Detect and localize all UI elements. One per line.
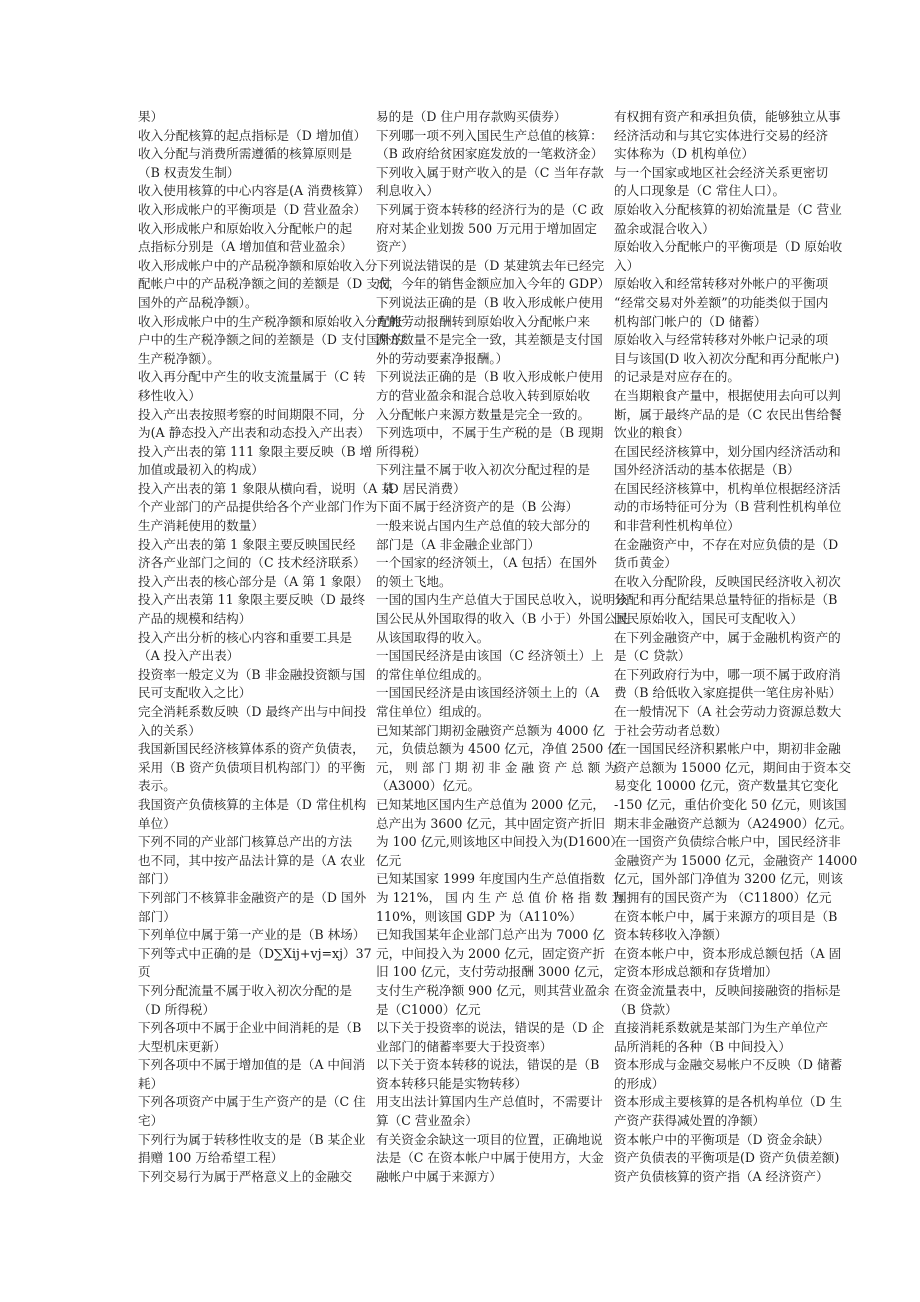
- text-line: 国拥有的国民资产为 （C11800）亿元: [614, 889, 832, 905]
- text-line: 一国国民经济是由该国经济领土上的（A: [376, 685, 600, 701]
- text-line: 资产总额为 15000 亿元，期间由于资本交: [614, 759, 851, 775]
- text-line: 下列注量不属于收入初次分配过程的是: [376, 462, 591, 478]
- text-line: 下列说法正确的是（B 收入形成帐户使用: [376, 369, 604, 385]
- text-line: 部门）: [138, 871, 176, 887]
- text-line: 是（C 贷款）: [614, 648, 691, 664]
- text-line: 资本帐户中的平衡项是（D 资金余缺）: [614, 1131, 830, 1147]
- text-line: 产资产获得减处置的净额）: [614, 1113, 766, 1129]
- text-column-middle: [376, 108, 629, 1186]
- text-line: 下面不属于经济资产的是（B 公海）: [376, 499, 579, 515]
- text-line: 盈余或混合收入）: [614, 220, 715, 236]
- text-line: 的形成）: [614, 1075, 665, 1091]
- text-line: （A 投入产出表）: [138, 648, 240, 664]
- text-line: 投入产出表的第 1 象限从横向看，说明（A 某: [138, 480, 394, 496]
- text-line: 下列交易行为属于严格意义上的金融交: [138, 1168, 353, 1184]
- text-line: 下列各项中不属于增加值的是（A 中间消: [138, 1057, 366, 1073]
- text-line: 货币黄金）: [614, 555, 677, 571]
- text-line: 一国的国内生产总值大于国民总收入，说明该: [376, 592, 628, 608]
- text-line: 收入形成帐户的平衡项是（D 营业盈余）: [138, 201, 367, 217]
- text-line: 部门是（A 非金融企业部门）: [376, 536, 541, 552]
- text-line: 在当期粮食产量中，根据使用去向可以判: [614, 387, 841, 403]
- text-line: 外的劳动要素净报酬。）: [376, 350, 509, 366]
- text-line: 表示。: [138, 778, 176, 794]
- text-line: 收入使用核算的中心内容是(A 消费核算）: [138, 183, 371, 199]
- text-line: 点指标分别是（A 增加值和营业盈余）: [138, 239, 353, 255]
- text-line: 为 100 亿元,则该地区中间投入为(D1600）: [376, 834, 623, 850]
- text-line: 户中的生产税净额之间的差额是（D 支付国外的: [138, 332, 404, 348]
- text-line: 为 121%， 国 内 生 产 总 值 价 格 指 数 为: [376, 889, 624, 905]
- text-line: 的记录是对应存在的。: [614, 369, 740, 385]
- text-line: 下列各项中不属于企业中间消耗的是（B: [138, 1020, 362, 1036]
- text-line: 下列选项中，不属于生产税的是（B 现期: [376, 425, 604, 441]
- text-line: -150 亿元，重估价变化 50 亿元，则该国: [614, 796, 847, 812]
- text-line: “经常交易对外差额”的功能类似于国内: [614, 294, 829, 310]
- text-line: 有权拥有资产和承担负债，能够独立从事: [614, 109, 841, 124]
- text-line: 110%，则该国 GDP 为（A110%）: [376, 908, 582, 924]
- text-line: 在资本帐户中，资本形成总额包括（A 固: [614, 945, 842, 961]
- text-line: 原始收入分配帐户的平衡项是（D 原始收: [614, 239, 843, 255]
- text-line: 动的市场特征可分为（B 营利性机构单位: [614, 499, 842, 515]
- text-line: 在资本帐户中，属于来源方的项目是（B: [614, 908, 838, 924]
- text-line: 资本转移收入净额）: [614, 927, 728, 943]
- text-line: 济各产业部门之间的（C 技术经济联系）: [138, 555, 366, 571]
- text-line: 源方数量不是完全一致，其差额是支付国: [376, 332, 603, 348]
- text-line: 是（C1000）亿元: [376, 1001, 481, 1017]
- text-line: 亿元，国外部门净值为 3200 亿元，则该: [614, 871, 843, 887]
- text-line: 定资本形成总额和存货增加）: [614, 964, 778, 980]
- text-line: 投入产出表第 11 象限主要反映（D 最终: [138, 592, 366, 608]
- text-line: 资产负债表的平衡项是(D 资产负债差额): [614, 1150, 840, 1166]
- text-line: 宅）: [138, 1113, 164, 1129]
- text-line: 金融资产为 15000 亿元，金融资产 14000: [614, 852, 858, 868]
- text-line: 下列说法错误的是（D 某建筑去年已经完: [376, 257, 605, 273]
- text-line: 下列属于资本转移的经济行为的是（C 政: [376, 201, 604, 217]
- text-line: 断，属于最终产品的是（C 农民出售给餐: [614, 406, 842, 422]
- text-line: 方的营业盈余和混合总收入转到原始收: [376, 387, 591, 403]
- text-line: 投资率一般定义为（B 非金融投资额与国: [138, 666, 366, 682]
- text-line: 易变化 10000 亿元，资产数量其它变化: [614, 778, 839, 794]
- text-line: （B 权责发生制）: [138, 164, 240, 180]
- text-line: （A3000）亿元。: [376, 778, 481, 794]
- text-line: 我国资产负债核算的主体是（D 常住机构: [138, 796, 367, 812]
- text-line: 下列部门不核算非金融资产的是（D 国外: [138, 889, 367, 905]
- text-line: 国外的产品税净额）。: [138, 294, 258, 310]
- text-line: 一般来说占国内生产总值的较大部分的: [376, 518, 591, 534]
- text-line: 元，负债总额为 4500 亿元，净值 2500 亿: [376, 741, 620, 757]
- text-line: 品所消耗的各种（B 中间投入）: [614, 1038, 791, 1054]
- text-line: 单位）: [138, 815, 176, 831]
- text-line: 配帐户中的产品税净额之间的差额是（D 支付: [138, 276, 392, 292]
- text-line: 大型机床更新）: [138, 1038, 227, 1054]
- text-line: 已知某部门期初金融资产总额为 4000 亿: [376, 722, 605, 738]
- text-line: 在资金流量表中，反映间接融资的指标是: [614, 982, 841, 998]
- text-line: 元，中间投入为 2000 亿元，固定资产折: [376, 945, 605, 961]
- text-line: 在下列金融资产中，属于金融机构资产的: [614, 629, 841, 645]
- text-line: 国公民从外国取得的收入（B 小于）外国公民: [376, 611, 629, 627]
- text-line: 分配和再分配结果总量特征的指标是（B: [614, 592, 838, 608]
- text-line: 实体称为（D 机构单位）: [614, 146, 755, 162]
- text-line: （D 所得税）: [138, 1001, 216, 1017]
- text-line: 从该国取得的收入。: [376, 629, 490, 645]
- text-line: 以下关于资本转移的说法，错误的是（B: [376, 1057, 600, 1073]
- text-line: 下列收入属于财产收入的是（C 当年存款: [376, 164, 604, 180]
- text-line: （D 居民消费）: [376, 480, 466, 496]
- text-line: 耗）: [138, 1075, 164, 1091]
- text-line: 亿元: [376, 852, 402, 868]
- text-line: 下列各项资产中属于生产资产的是（C 住: [138, 1094, 366, 1110]
- text-line: 费（B 给低收入家庭提供一笔住房补贴）: [614, 685, 842, 701]
- text-line: 原始收入与经常转移对外帐户记录的项: [614, 332, 829, 348]
- text-line: （B 贷款）: [614, 1001, 678, 1017]
- text-line: 于社会劳动者总数）: [614, 722, 728, 738]
- text-line: 加值或最初入的构成）: [138, 462, 264, 478]
- text-line: 产品的规模和结构）: [138, 611, 252, 627]
- text-line: 在收入分配阶段，反映国民经济收入初次: [614, 573, 841, 589]
- text-line: 采用（B 资产负债项目机构部门）的平衡: [138, 759, 366, 775]
- text-line: 支付生产税净额 900 亿元，则其营业盈余: [376, 982, 610, 998]
- text-line: 移性收入）: [138, 387, 201, 403]
- text-line: 易的是（D 住户用存款购买债券）: [376, 109, 567, 124]
- text-line: 所得税）: [376, 443, 427, 459]
- text-line: 的人口现象是（C 常住人口）。: [614, 183, 786, 199]
- text-line: 收入再分配中产生的收支流量属于（C 转: [138, 369, 366, 385]
- text-line: 与一个国家或地区社会经济关系更密切: [614, 164, 829, 180]
- text-line: 在一国国民经济积累帐户中，期初非金融: [614, 741, 841, 757]
- text-line: 资本形成与金融交易帐户不反映（D 储蓄: [614, 1057, 843, 1073]
- text-line: 利息收入）: [376, 183, 439, 199]
- text-line: 收入分配与消费所需遵循的核算原则是: [138, 146, 353, 162]
- text-line: 总产出为 3600 亿元，其中固定资产折旧: [376, 815, 605, 831]
- text-line: 收入分配核算的起点指标是（D 增加值）: [138, 127, 367, 143]
- text-line: 在国民经济核算中，机构单位根据经济活: [614, 480, 841, 496]
- text-line: 原始收入分配核算的初始流量是（C 营业: [614, 201, 842, 217]
- text-line: 下列等式中正确的是（D∑Xij+vj=xj）37: [138, 945, 372, 961]
- text-line: 在国民经济核算中，划分国内经济活动和: [614, 443, 841, 459]
- text-line: 国民原始收入，国民可支配收入）: [614, 611, 803, 627]
- text-line: 资本转移只能是实物转移）: [376, 1075, 528, 1091]
- text-line: 生产消耗使用的数量）: [138, 518, 264, 534]
- text-line: 的常住单位组成的。: [376, 666, 490, 682]
- text-line: 民可支配收入之比）: [138, 685, 252, 701]
- text-line: 入）: [614, 257, 640, 273]
- text-line: 业部门的储蓄率要大于投资率）: [376, 1038, 553, 1054]
- text-line: 在一般情况下（A 社会劳动力资源总数大: [614, 704, 842, 719]
- text-line: 以下关于投资率的说法，错误的是（D 企: [376, 1020, 605, 1036]
- text-line: 投入产出表的第 111 象限主要反映（B 增: [138, 443, 373, 459]
- text-line: 旧 100 亿元，支付劳动报酬 3000 亿元，: [376, 964, 612, 980]
- text-line: 有关资金余缺这一项目的位置，正确地说: [376, 1131, 603, 1147]
- text-line: 下列单位中属于第一产业的是（B 林场）: [138, 927, 366, 943]
- text-line: 资本形成主要核算的是各机构单位（D 生: [614, 1094, 843, 1110]
- text-line: 投入产出表的核心部分是（A 第 1 象限）: [138, 573, 369, 589]
- text-line: 完全消耗系数反映（D 最终产出与中间投: [138, 704, 367, 719]
- text-line: 法是（C 在资本帐户中属于使用方，大金: [376, 1150, 604, 1166]
- text-line: 为(A 静态投入产出表和动态投入产出表）: [138, 425, 371, 441]
- text-line: 投入产出分析的核心内容和重要工具是: [138, 629, 353, 645]
- text-line: 投入产出表按照考察的时间期限不同，分: [138, 406, 365, 422]
- text-line: 和非营利性机构单位）: [614, 518, 740, 534]
- text-line: 算（C 营业盈余）: [376, 1113, 478, 1129]
- text-line: 收入形成帐户中的产品税净额和原始收入分: [138, 257, 378, 273]
- text-line: 下列哪一项不列入国民生产总值的核算：: [376, 127, 603, 143]
- text-line: 投入产出表的第 1 象限主要反映国民经: [138, 536, 356, 552]
- text-line: 一个国家的经济领土，（A 包括）在国外: [376, 555, 597, 571]
- text-line: 原始收入和经常转移对外帐户的平衡项: [614, 276, 829, 292]
- text-line: 捐赠 100 万给希望工程）: [138, 1150, 284, 1166]
- text-line: 经济活动和与其它实体进行交易的经济: [614, 127, 829, 143]
- text-line: 在下列政府行为中，哪一项不属于政府消: [614, 666, 841, 682]
- text-line: 生产税净额）。: [138, 350, 220, 366]
- text-line: 已知某国家 1999 年度国内生产总值指数: [376, 871, 605, 887]
- text-line: 方的劳动报酬转到原始收入分配帐户来: [376, 313, 591, 329]
- text-line: 下列行为属于转移性收支的是（B 某企业: [138, 1131, 366, 1147]
- text-line: 也不同，其中按产品法计算的是（A 农业: [138, 852, 366, 868]
- text-line: 一国国民经济是由该国（C 经济领土）上: [376, 648, 604, 664]
- text-line: 已知我国某年企业部门总产出为 7000 亿: [376, 927, 605, 943]
- text-line: 下列说法正确的是（B 收入形成帐户使用: [376, 294, 604, 310]
- text-line: 元， 则 部 门 期 初 非 金 融 资 产 总 额 为: [376, 759, 617, 775]
- text-line: 已知某地区国内生产总值为 2000 亿元，: [376, 796, 605, 812]
- text-line: 收入形成帐户中的生产税净额和原始收入分配帐: [138, 313, 403, 329]
- text-line: 收入形成帐户和原始收入分配帐户的起: [138, 220, 353, 236]
- text-line: 常住单位）组成的。: [376, 704, 490, 719]
- text-line: 期末非金融资产总额为（A24900）亿元。: [614, 815, 853, 831]
- text-line: （B 政府给贫困家庭发放的一笔救济金）: [376, 146, 604, 162]
- text-line: 成，今年的销售金额应加入今年的 GDP）: [376, 276, 611, 292]
- text-line: 直接消耗系数就是某部门为生产单位产: [614, 1020, 829, 1036]
- text-line: 在金融资产中，不存在对应负债的是（D: [614, 536, 839, 552]
- text-line: 入分配帐户来源方数量是完全一致的。: [376, 406, 591, 422]
- text-line: 资产负债核算的资产指（A 经济资产）: [614, 1168, 829, 1184]
- text-line: 机构部门帐户的（D 储蓄）: [614, 313, 767, 329]
- text-line: 下列不同的产业部门核算总产出的方法: [138, 834, 353, 850]
- text-line: 页: [138, 964, 151, 980]
- text-line: 资产）: [376, 239, 414, 255]
- text-line: 我国新国民经济核算体系的资产负债表，: [138, 741, 365, 757]
- text-line: 的领土飞地。: [376, 573, 452, 589]
- text-line: 个产业部门的产品提供给各个产业部门作为: [138, 499, 378, 515]
- text-line: 入的关系）: [138, 722, 201, 738]
- text-column-right: [614, 108, 858, 1186]
- text-line: 果）: [138, 109, 164, 124]
- text-line: 目与该国(D 收入初次分配和再分配帐户): [614, 350, 840, 366]
- text-line: 府对某企业划拨 500 万元用于增加固定: [376, 220, 597, 236]
- text-line: 国外经济活动的基本依据是（B）: [614, 462, 800, 478]
- text-line: 下列分配流量不属于收入初次分配的是: [138, 982, 353, 998]
- text-line: 饮业的粮食）: [614, 425, 690, 441]
- text-line: 在一国资产负债综合帐户中，国民经济非: [614, 834, 841, 850]
- text-line: 融帐户中属于来源方）: [376, 1168, 502, 1184]
- text-line: 部门）: [138, 908, 176, 924]
- text-line: 用支出法计算国内生产总值时，不需要计: [376, 1094, 603, 1110]
